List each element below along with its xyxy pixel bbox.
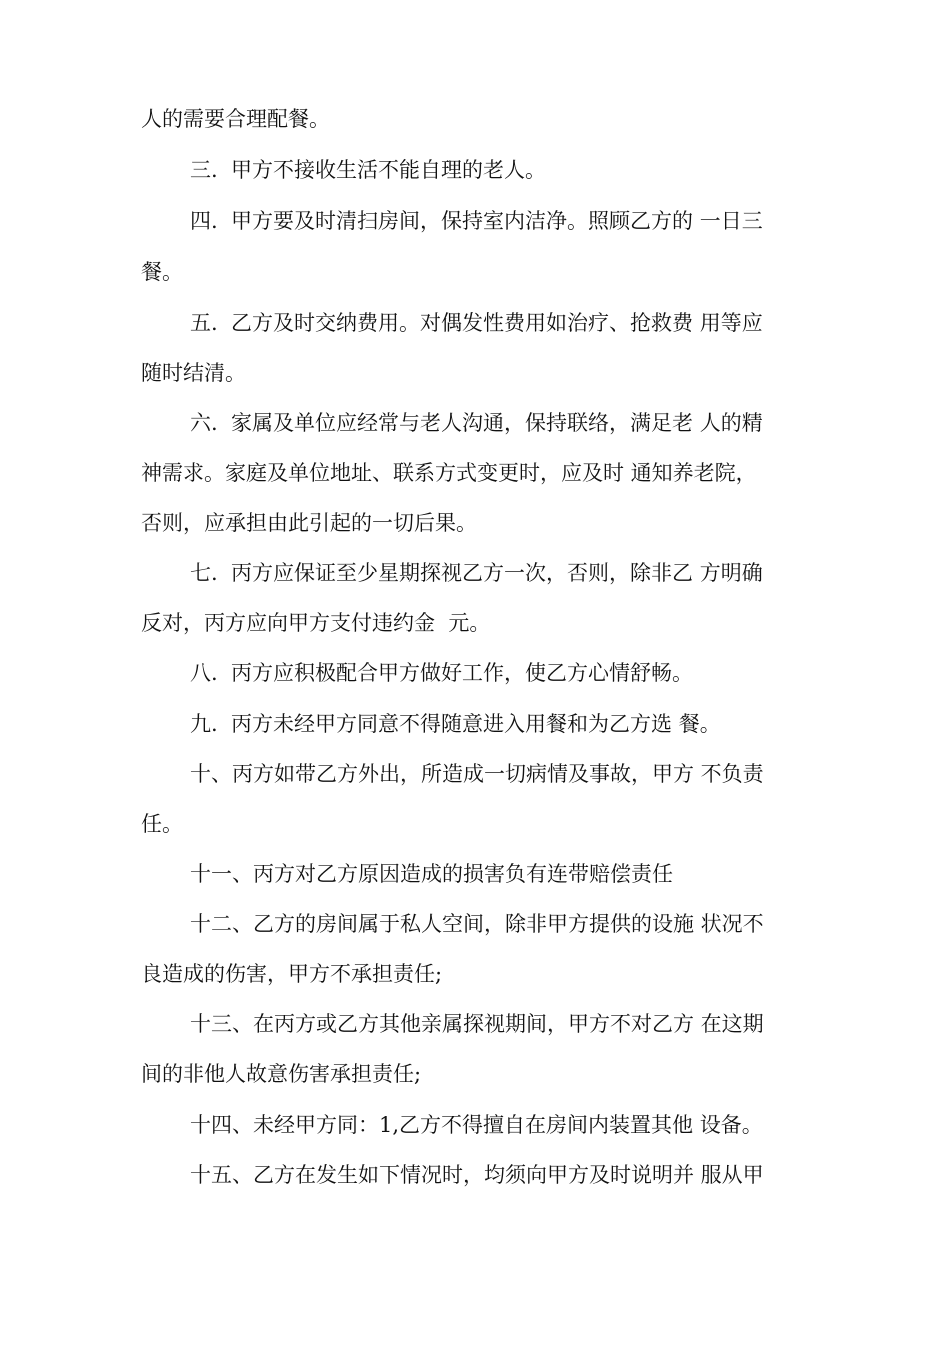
- text-line: 良造成的伤害，甲方不承担责任;: [141, 962, 443, 986]
- text-line: 三. 甲方不接收生活不能自理的老人。: [190, 158, 547, 182]
- text-line: 反对，丙方应向甲方支付违约金 元。: [141, 611, 491, 635]
- text-line: 否则，应承担由此引起的一切后果。: [141, 511, 477, 535]
- text-line: 人的需要合理配餐。: [141, 107, 330, 131]
- text-line: 四. 甲方要及时清扫房间，保持室内洁净。照顾乙方的 一日三: [190, 209, 763, 233]
- text-line: 神需求。家庭及单位地址、联系方式变更时，应及时 通知养老院，: [141, 461, 757, 485]
- text-line: 六. 家属及单位应经常与老人沟通，保持联络，满足老 人的精: [190, 411, 763, 435]
- text-line: 十五、乙方在发生如下情况时，均须向甲方及时说明并 服从甲: [190, 1163, 764, 1187]
- text-line: 十四、未经甲方同：1,乙方不得擅自在房间内装置其他 设备。: [190, 1113, 763, 1137]
- text-line: 餐。: [141, 260, 183, 284]
- text-line: 任。: [141, 812, 183, 836]
- text-line: 间的非他人故意伤害承担责任;: [141, 1062, 422, 1086]
- text-line: 十二、乙方的房间属于私人空间，除非甲方提供的设施 状况不: [190, 912, 764, 936]
- text-line: 九. 丙方未经甲方同意不得随意进入用餐和为乙方选 餐。: [190, 712, 721, 736]
- text-line: 五. 乙方及时交纳费用。对偶发性费用如治疗、抢救费 用等应: [190, 311, 763, 335]
- text-line: 随时结清。: [141, 361, 246, 385]
- text-line: 八. 丙方应积极配合甲方做好工作，使乙方心情舒畅。: [190, 661, 694, 685]
- text-line: 十三、在丙方或乙方其他亲属探视期间，甲方不对乙方 在这期: [190, 1012, 764, 1036]
- text-line: 十一、丙方对乙方原因造成的损害负有连带赔偿责任: [190, 862, 673, 886]
- text-line: 十、丙方如带乙方外出，所造成一切病情及事故，甲方 不负责: [190, 762, 764, 786]
- text-line: 七. 丙方应保证至少星期探视乙方一次，否则，除非乙 方明确: [190, 561, 763, 585]
